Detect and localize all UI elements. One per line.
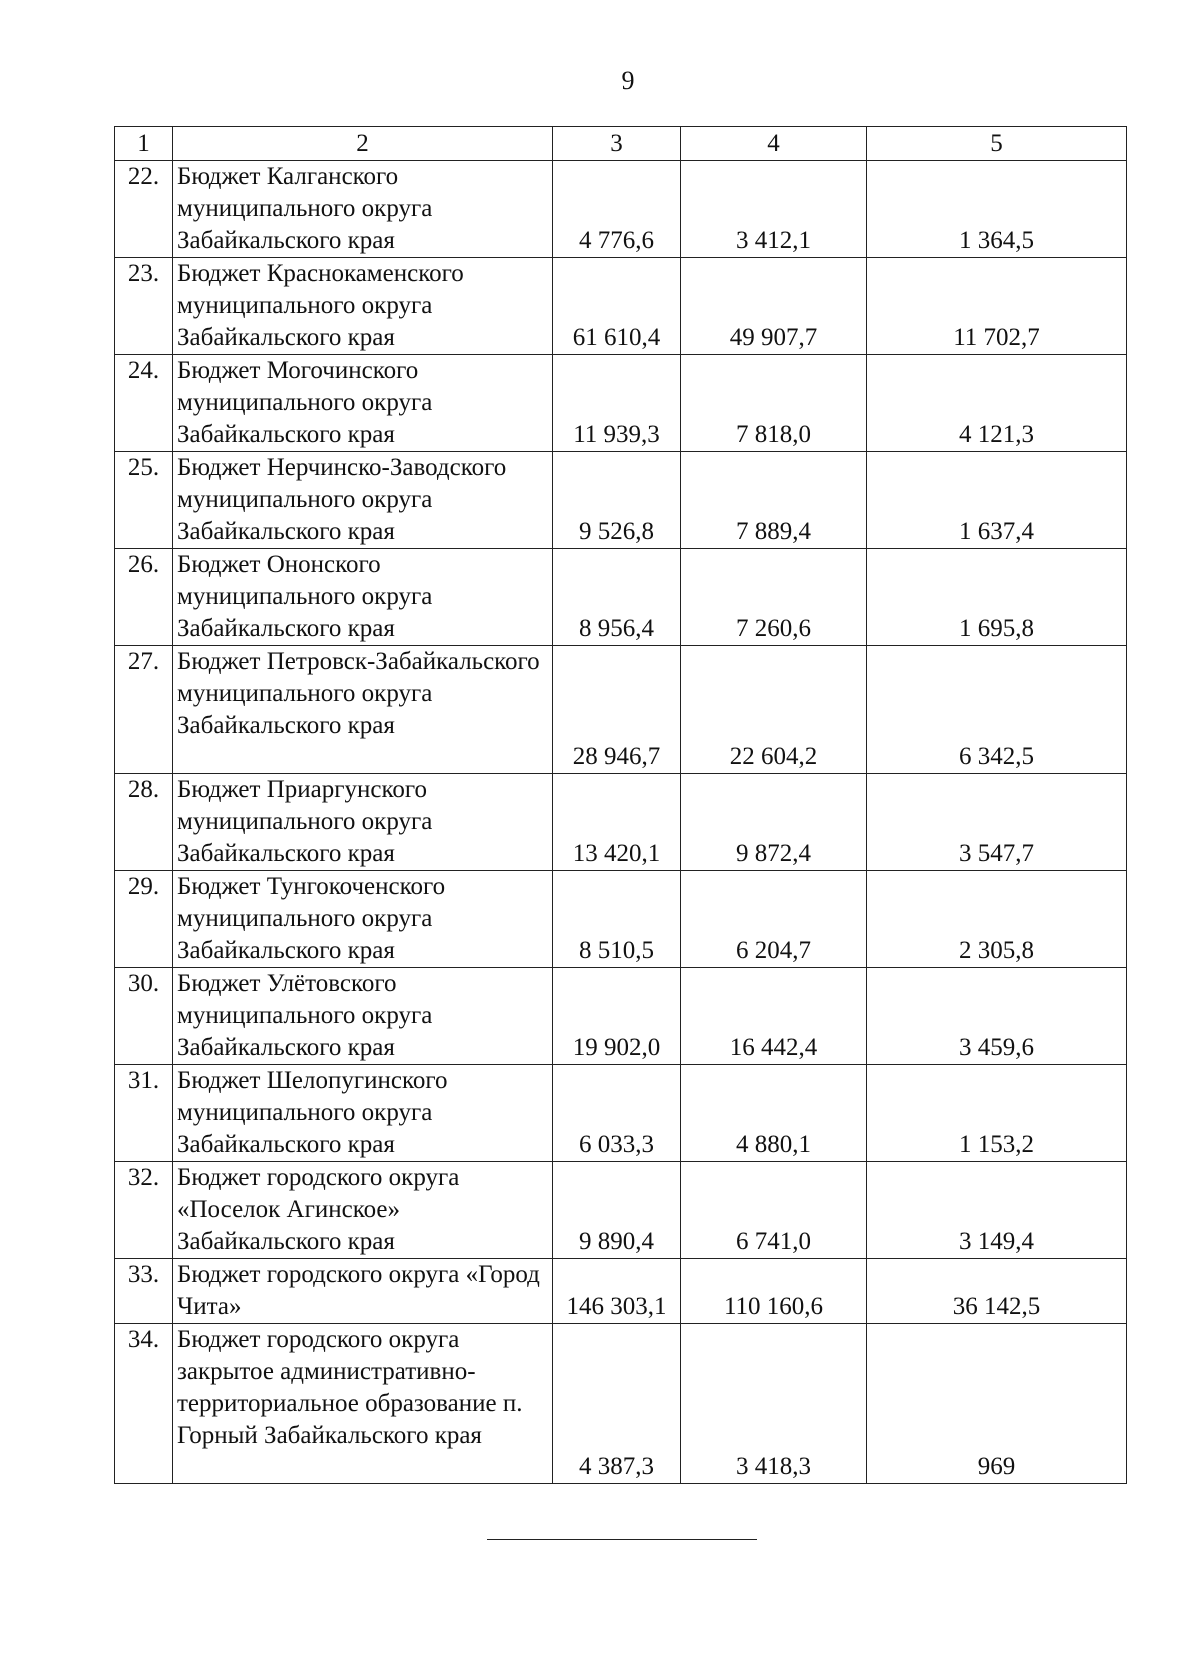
value-col4: 3 418,3 — [681, 1324, 867, 1484]
row-number: 22. — [115, 161, 173, 258]
value-col5: 36 142,5 — [867, 1259, 1127, 1324]
budget-name: Бюджет Могочинского муниципального округа Забайкальского края — [173, 355, 553, 452]
row-number: 27. — [115, 646, 173, 774]
value-col5: 11 702,7 — [867, 258, 1127, 355]
value-col5: 1 637,4 — [867, 452, 1127, 549]
value-col3: 13 420,1 — [553, 774, 681, 871]
budget-name: Бюджет Приаргунского муниципального округа Забайкальского края — [173, 774, 553, 871]
table-row — [115, 1162, 1127, 1259]
value-col5: 1 364,5 — [867, 161, 1127, 258]
row-number: 32. — [115, 1162, 173, 1259]
row-number: 24. — [115, 355, 173, 452]
column-header-2: 2 — [173, 127, 553, 161]
value-col5: 3 547,7 — [867, 774, 1127, 871]
budget-table — [114, 126, 1127, 1484]
value-col5: 6 342,5 — [867, 646, 1127, 774]
row-number: 23. — [115, 258, 173, 355]
table-row — [115, 774, 1127, 871]
value-col5: 1 153,2 — [867, 1065, 1127, 1162]
value-col5: 3 149,4 — [867, 1162, 1127, 1259]
table-row — [115, 968, 1127, 1065]
value-col4: 7 889,4 — [681, 452, 867, 549]
value-col4: 49 907,7 — [681, 258, 867, 355]
budget-name: Бюджет городского округа закрытое административно-территориальное образование п. Горный Забайкальского края — [173, 1324, 553, 1484]
value-col5: 3 459,6 — [867, 968, 1127, 1065]
table-row — [115, 258, 1127, 355]
value-col4: 4 880,1 — [681, 1065, 867, 1162]
value-col4: 3 412,1 — [681, 161, 867, 258]
table-row — [115, 1065, 1127, 1162]
value-col4: 16 442,4 — [681, 968, 867, 1065]
value-col4: 6 204,7 — [681, 871, 867, 968]
row-number: 25. — [115, 452, 173, 549]
table-row — [115, 355, 1127, 452]
page-number: 9 — [621, 66, 635, 95]
budget-name: Бюджет Нерчинско-Заводского муниципального округа Забайкальского края — [173, 452, 553, 549]
row-number: 30. — [115, 968, 173, 1065]
value-col3: 11 939,3 — [553, 355, 681, 452]
table-row — [115, 646, 1127, 774]
row-number: 29. — [115, 871, 173, 968]
table-row — [115, 161, 1127, 258]
table-body — [115, 161, 1127, 1484]
budget-name: Бюджет городского округа «Поселок Агинское» Забайкальского края — [173, 1162, 553, 1259]
end-rule — [487, 1539, 757, 1540]
budget-name: Бюджет Ононского муниципального округа Забайкальского края — [173, 549, 553, 646]
budget-name: Бюджет Краснокаменского муниципального округа Забайкальского края — [173, 258, 553, 355]
row-number: 33. — [115, 1259, 173, 1324]
column-header-1: 1 — [115, 127, 173, 161]
value-col5: 2 305,8 — [867, 871, 1127, 968]
budget-name: Бюджет Тунгокоченского муниципального округа Забайкальского края — [173, 871, 553, 968]
budget-name: Бюджет Шелопугинского муниципального округа Забайкальского края — [173, 1065, 553, 1162]
column-header-4: 4 — [681, 127, 867, 161]
column-header-3: 3 — [553, 127, 681, 161]
value-col3: 8 510,5 — [553, 871, 681, 968]
table-row — [115, 871, 1127, 968]
table-row — [115, 1324, 1127, 1484]
value-col3: 9 526,8 — [553, 452, 681, 549]
table-row — [115, 1259, 1127, 1324]
budget-name: Бюджет Петровск-Забайкальского муниципального округа Забайкальского края — [173, 646, 553, 774]
budget-name: Бюджет городского округа «Город Чита» — [173, 1259, 553, 1324]
budget-name: Бюджет Улётовского муниципального округа Забайкальского края — [173, 968, 553, 1065]
value-col4: 7 260,6 — [681, 549, 867, 646]
value-col5: 969 — [867, 1324, 1127, 1484]
value-col3: 9 890,4 — [553, 1162, 681, 1259]
row-number: 31. — [115, 1065, 173, 1162]
value-col3: 28 946,7 — [553, 646, 681, 774]
value-col4: 6 741,0 — [681, 1162, 867, 1259]
row-number: 34. — [115, 1324, 173, 1484]
header-row — [115, 127, 1127, 161]
value-col4: 9 872,4 — [681, 774, 867, 871]
value-col3: 8 956,4 — [553, 549, 681, 646]
value-col3: 4 387,3 — [553, 1324, 681, 1484]
table-row — [115, 549, 1127, 646]
value-col3: 6 033,3 — [553, 1065, 681, 1162]
value-col4: 7 818,0 — [681, 355, 867, 452]
value-col3: 146 303,1 — [553, 1259, 681, 1324]
value-col4: 22 604,2 — [681, 646, 867, 774]
value-col3: 61 610,4 — [553, 258, 681, 355]
value-col3: 19 902,0 — [553, 968, 681, 1065]
table-row — [115, 452, 1127, 549]
value-col3: 4 776,6 — [553, 161, 681, 258]
value-col4: 110 160,6 — [681, 1259, 867, 1324]
column-header-5: 5 — [867, 127, 1127, 161]
budget-name: Бюджет Калганского муниципального округа Забайкальского края — [173, 161, 553, 258]
value-col5: 4 121,3 — [867, 355, 1127, 452]
row-number: 28. — [115, 774, 173, 871]
row-number: 26. — [115, 549, 173, 646]
value-col5: 1 695,8 — [867, 549, 1127, 646]
